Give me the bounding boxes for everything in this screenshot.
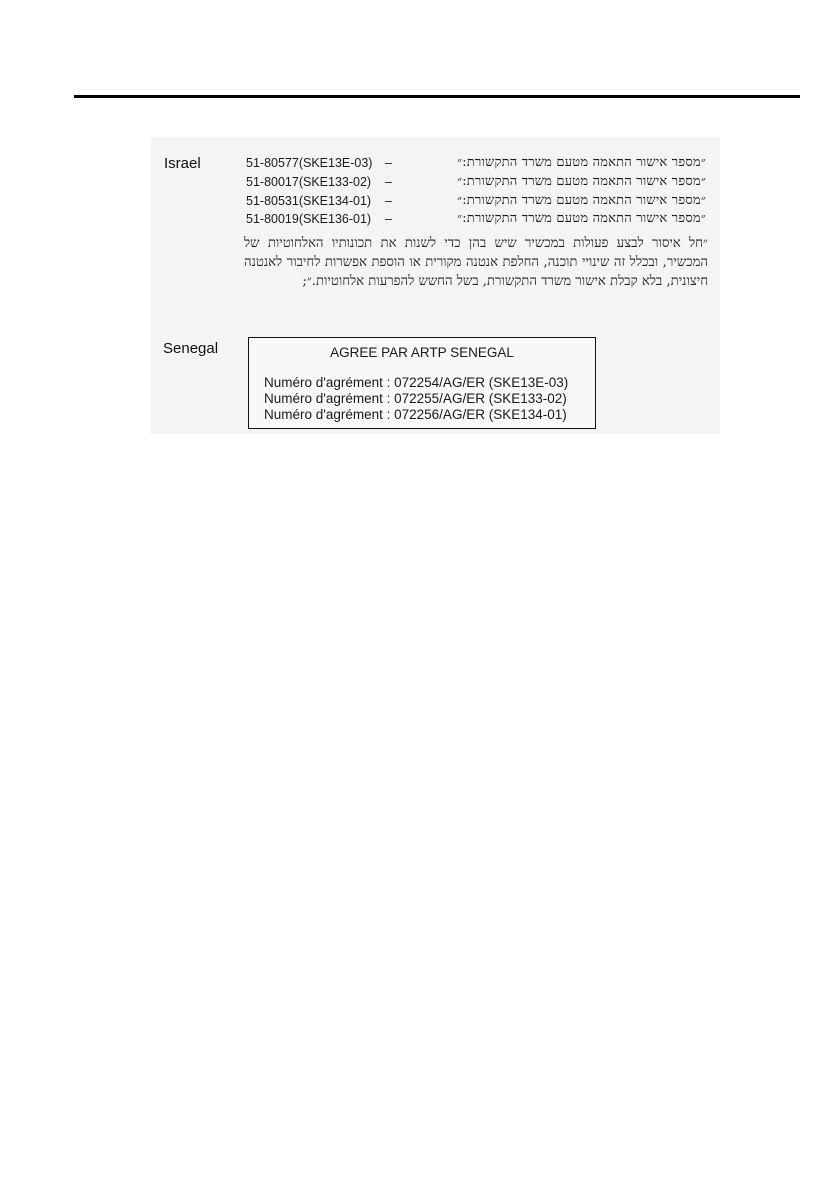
senegal-approval-title: AGREE PAR ARTP SENEGAL	[330, 345, 514, 360]
senegal-approval-line: Numéro d'agrément : 072254/AG/ER (SKE13E-03)	[264, 375, 569, 390]
approval-number: 51-80017(SKE133-02)	[246, 175, 372, 189]
israel-approval-row	[246, 174, 706, 190]
approval-hebrew-text: ״מספר אישור התאמה מטעם משרד התקשורת:״	[457, 155, 706, 170]
country-label-senegal: Senegal	[163, 340, 219, 357]
israel-approval-row	[246, 193, 706, 209]
approval-number: 51-80019(SKE136-01)	[246, 212, 372, 226]
israel-approval-row	[246, 155, 706, 171]
approval-dash: –	[385, 194, 392, 208]
approval-dash: –	[385, 175, 392, 189]
approval-hebrew-text: ״מספר אישור התאמה מטעם משרד התקשורת:״	[457, 174, 706, 189]
approval-number: 51-80577(SKE13E-03)	[246, 156, 373, 170]
approval-dash: –	[385, 156, 392, 170]
senegal-approval-line: Numéro d'agrément : 072256/AG/ER (SKE134-01)	[264, 407, 567, 422]
header-rule	[74, 95, 800, 98]
approval-number: 51-80531(SKE134-01)	[246, 194, 372, 208]
approval-dash: –	[385, 212, 392, 226]
country-label-israel: Israel	[164, 155, 201, 172]
approval-hebrew-text: ״מספר אישור התאמה מטעם משרד התקשורת:״	[457, 193, 706, 208]
approval-hebrew-text: ״מספר אישור התאמה מטעם משרד התקשורת:״	[457, 211, 706, 226]
senegal-approval-box	[248, 337, 596, 429]
israel-notice-paragraph: ״חל איסור לבצע פעולות במכשיר שיש בהן כדי לשנות את תכונותיו האלחוטיות של המכשיר, ובכלל זה שינויי תוכנה, החלפת אנטנה מקורית או הוספת אפשרות לחיבור לאנטנה חיצונית, בלא קבלת אישור משרד התקשורת, בשל החשש להפרעות אלחוטיות.״;	[244, 236, 708, 289]
senegal-approval-line: Numéro d'agrément : 072255/AG/ER (SKE133-02)	[264, 391, 567, 406]
israel-approval-row	[246, 211, 706, 227]
